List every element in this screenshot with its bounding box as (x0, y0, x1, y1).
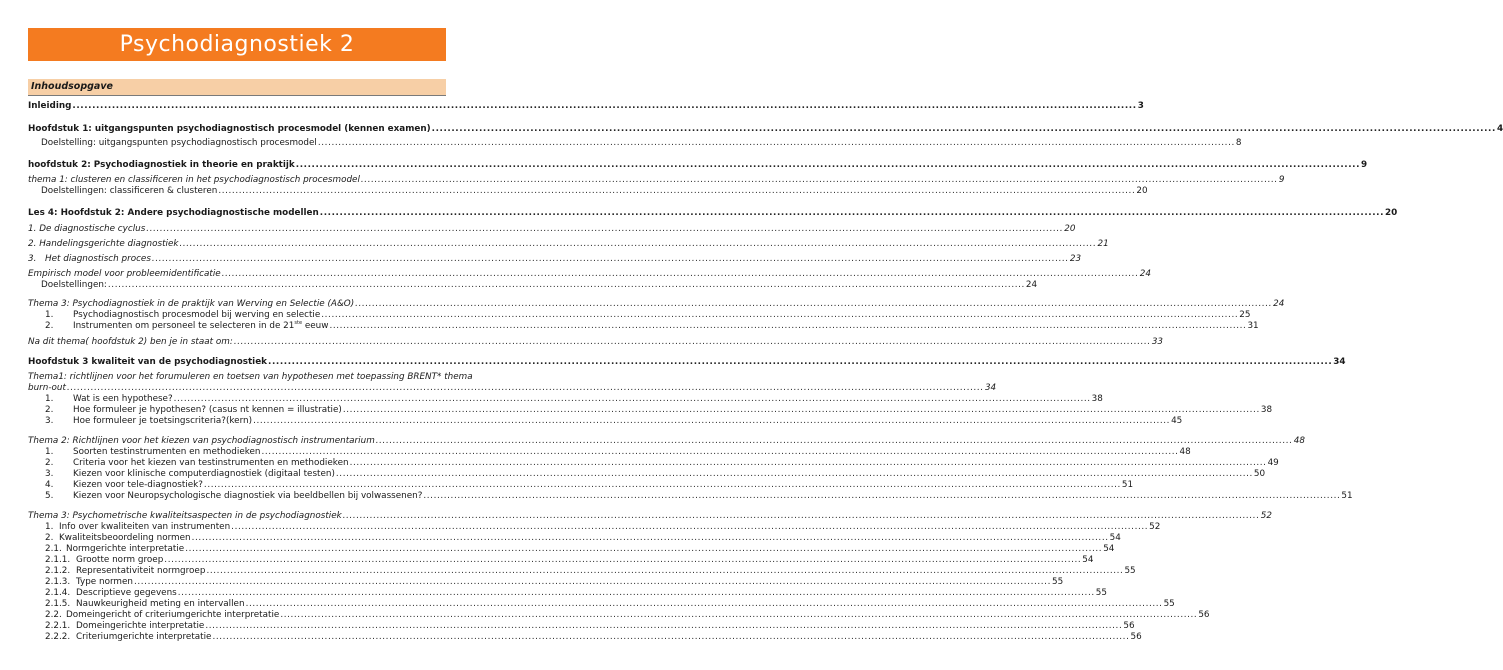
toc-entry-number: 2. (45, 533, 54, 543)
toc-entry-number: 2.1.1. (45, 555, 71, 565)
toc-entry-text: Wat is een hypothese? (73, 394, 173, 404)
toc-entry-neuropsychologische[interactable] (45, 491, 1353, 502)
toc-page-number: 55 (1095, 588, 1107, 598)
toc-page-number: 56 (1198, 610, 1210, 620)
toc-entry-text: thema 1: clusteren en classificeren in het psychodiagnostisch procesmodel (28, 175, 360, 185)
toc-entry-inleiding[interactable] (28, 101, 1144, 112)
toc-entry-number: 2.2.2. (45, 632, 71, 642)
toc-entry-number: 2.1. (45, 544, 62, 554)
toc-entry-soorten-testinstrumenten[interactable] (45, 447, 1191, 458)
toc-page-number: 54 (1082, 555, 1094, 565)
toc-entry-text: 1. De diagnostische cyclus (28, 224, 146, 234)
toc-entry-text: Hoofdstuk 3 kwaliteit van de psychodiagnostiek (28, 357, 268, 367)
toc-entry-number: 2. (45, 405, 54, 415)
toc-entry-text: Doelstellingen: classificeren & clusteren (41, 186, 218, 196)
toc-entry-text: Instrumenten om personeel te selecteren in de 21ste eeuw (73, 320, 329, 331)
toc-page-number: 52 (1260, 511, 1272, 521)
toc-entry-doelstellingen[interactable] (41, 280, 1038, 291)
toc-entry-text: Het diagnostisch proces (45, 254, 151, 264)
toc-entry-text: Doelstellingen: (41, 280, 107, 290)
toc-entry-number: 2.1.3. (45, 577, 71, 587)
toc-entry-text: Grootte norm groep (76, 555, 164, 565)
toc-page-number: 4 (1496, 124, 1503, 134)
toc-entry-grootte-norm[interactable] (45, 555, 1094, 566)
toc-entry-tele-diagnostiek[interactable] (45, 480, 1134, 491)
toc-entry-text: Kiezen voor klinische computerdiagnostiek (digitaal testen) (73, 469, 335, 479)
toc-entry-text: Na dit thema( hoofdstuk 2) ben je in staat om: (28, 337, 233, 347)
toc-entry-text: Thema 3: Psychometrische kwaliteitsaspecten in de psychodiagnostiek (28, 511, 342, 521)
toc-entry-diagnostisch-proces[interactable] (28, 254, 1082, 265)
toc-entry-thema-2-instrumentarium[interactable] (28, 436, 1305, 447)
toc-entry-descriptieve[interactable] (45, 588, 1107, 599)
toc-entry-thema-1[interactable] (28, 175, 1285, 186)
toc-page-number: 50 (1253, 469, 1266, 479)
toc-entry-number: 2.2. (45, 610, 62, 620)
toc-page-number: 48 (1179, 447, 1191, 457)
toc-entry-text: Hoe formuleer je toetsingscriteria?(kern) (73, 416, 253, 426)
toc-entry-number: 2. (45, 458, 54, 468)
toc-entry-text: Descriptieve gegevens (76, 588, 177, 598)
toc-page-number: 55 (1051, 577, 1064, 587)
toc-entry-text: Kiezen voor tele-diagnostiek? (73, 480, 203, 490)
toc-entry-instrumenten-selecteren[interactable] (45, 320, 1259, 332)
toc-page-number: 9 (1278, 175, 1285, 185)
toc-entry-text: hoofdstuk 2: Psychodiagnostiek in theorie en praktijk (28, 160, 295, 170)
toc-page-number: 45 (1171, 416, 1183, 426)
toc-entry-doelstelling-h1[interactable] (41, 138, 1242, 149)
toc-page-number: 38 (1260, 405, 1273, 415)
toc-entry-text: Type normen (76, 577, 133, 587)
toc-entry-kwaliteitsbeoordeling[interactable] (45, 533, 1121, 544)
toc-entry-text: Hoofdstuk 1: uitgangspunten psychodiagnostisch procesmodel (kennen examen) (28, 124, 431, 134)
toc-page-number: 21 (1097, 239, 1109, 249)
toc-page-number: 48 (1293, 436, 1305, 446)
toc-entry-text: Criteriumgerichte interpretatie (76, 632, 212, 642)
toc-entry-representativiteit[interactable] (45, 566, 1136, 577)
toc-entry-computerdiagnostiek[interactable] (45, 469, 1266, 480)
toc-page-number: 38 (1091, 394, 1103, 404)
toc-entry-number: 1. (45, 522, 54, 532)
toc-entry-number: 1. (45, 447, 54, 457)
toc-entry-number: 2.1.2. (45, 566, 71, 576)
toc-page-number: 56 (1123, 621, 1135, 631)
toc-entry-text: Thema1: richtlijnen voor het forumuleren en toetsen van hypothesen met toepassing BRENT* thema (28, 372, 473, 382)
toc-entry-text: Thema 2: Richtlijnen voor het kiezen van psychodiagnostisch instrumentarium (28, 436, 375, 446)
toc-entry-hoofdstuk-2[interactable] (28, 160, 1368, 171)
toc-entry-text: Info over kwaliteiten van instrumenten (59, 522, 231, 532)
toc-entry-number: 3. (45, 469, 54, 479)
toc-entry-nauwkeurigheid[interactable] (45, 599, 1175, 610)
toc-page-number: 24 (1139, 269, 1151, 279)
toc-entry-text: Les 4: Hoofdstuk 2: Andere psychodiagnostische modellen (28, 208, 319, 218)
toc-heading (28, 79, 446, 96)
toc-entry-number: 2.1.4. (45, 588, 71, 598)
toc-entry-number: 4. (45, 480, 54, 490)
toc-entry-domeingerichte-interpretatie[interactable] (45, 621, 1135, 632)
toc-entry-les-4[interactable] (28, 208, 1398, 219)
toc-entry-thema-3-psychometrische[interactable] (28, 511, 1272, 522)
toc-page-number: 34 (1333, 357, 1346, 367)
toc-page-number: 20 (1136, 186, 1148, 196)
toc-entry-info-kwaliteiten[interactable] (45, 522, 1161, 533)
toc-entry-text: Soorten testinstrumenten en methodieken (73, 447, 261, 457)
toc-entry-number: 3. (45, 416, 54, 426)
toc-entry-text: Inleiding (28, 101, 72, 111)
toc-entry-number: 3. (28, 254, 37, 264)
toc-page-number: 31 (1247, 321, 1259, 331)
toc-page-number: 55 (1124, 566, 1136, 576)
toc-entry-text: Domeingerichte interpretatie (76, 621, 205, 631)
toc-page-number: 56 (1130, 632, 1142, 642)
toc-page-number: 8 (1235, 138, 1242, 148)
toc-entry-domeingericht[interactable] (45, 610, 1210, 621)
toc-page-number: 49 (1267, 458, 1279, 468)
toc-page-number: 54 (1109, 533, 1121, 543)
toc-entry-empirisch-model[interactable] (28, 269, 1151, 280)
toc-entry-criteria-kiezen[interactable] (45, 458, 1279, 469)
toc-entry-number: 2.2.1. (45, 621, 71, 631)
toc-entry-text: Psychodiagnostisch procesmodel bij werving en selectie (73, 310, 321, 320)
toc-page-number: 23 (1069, 254, 1082, 264)
toc-heading-label: Inhoudsopgave (31, 81, 113, 92)
toc-entry-number: 2. (45, 321, 54, 331)
toc-page-number: 54 (1103, 544, 1115, 554)
toc-page-number: 51 (1341, 491, 1353, 501)
toc-entry-text: Doelstelling: uitgangspunten psychodiagnostisch procesmodel (41, 138, 317, 148)
toc-page-number: 9 (1361, 160, 1368, 170)
toc-entry-thema1-line1[interactable] (28, 372, 473, 383)
toc-entry-text: Nauwkeurigheid meting en intervallen (76, 599, 245, 609)
toc-page-number: 55 (1163, 599, 1175, 609)
toc-page-number: 20 (1064, 224, 1076, 234)
toc-entry-normgerichte[interactable] (45, 544, 1115, 555)
toc-entry-text: Representativiteit normgroep (76, 566, 206, 576)
toc-entry-handelingsgerichte[interactable] (28, 239, 1109, 250)
toc-entry-doelstellingen-classificeren[interactable] (41, 186, 1148, 197)
toc-entry-number: 5. (45, 491, 54, 501)
toc-entry-text: Empirisch model voor probleemidentificatie (28, 269, 221, 279)
toc-entry-criteriumgerichte[interactable] (45, 632, 1142, 643)
toc-entry-thema-3-werving[interactable] (28, 299, 1285, 310)
toc-page-number: 52 (1149, 522, 1161, 532)
toc-entry-text: Hoe formuleer je hypothesen? (casus nt kennen = illustratie) (73, 405, 342, 415)
toc-entry-procesmodel-werving[interactable] (45, 310, 1251, 321)
toc-entry-hoofdstuk-1[interactable] (28, 124, 1503, 135)
toc-entry-hoofdstuk-3[interactable] (28, 357, 1346, 368)
toc-entry-hypothese[interactable] (45, 394, 1103, 405)
toc-page-number: 3 (1137, 101, 1144, 111)
toc-page-number: 51 (1121, 480, 1134, 490)
toc-page-number: 20 (1385, 208, 1398, 218)
toc-entry-text: Kwaliteitsbeoordeling normen (59, 533, 191, 543)
toc-entry-number: 2.1.5. (45, 599, 71, 609)
document-title: Psychodiagnostiek 2 (28, 28, 446, 61)
toc-entry-diagnostische-cyclus[interactable] (28, 224, 1076, 235)
toc-entry-thema1-burnout[interactable] (28, 383, 997, 394)
toc-entry-hypothesen-formuleren[interactable] (45, 405, 1273, 416)
toc-entry-text: Normgerichte interpretatie (66, 544, 185, 554)
toc-page-number: 24 (1025, 280, 1038, 290)
toc-page-number: 25 (1239, 310, 1251, 320)
toc-entry-text: Domeingericht of criteriumgerichte interpretatie (66, 610, 280, 620)
toc-entry-text: burn-out (28, 383, 66, 393)
toc-entry-text: Thema 3: Psychodiagnostiek in de praktijk van Werving en Selectie (A&O) (28, 299, 355, 309)
toc-page-number: 24 (1273, 299, 1285, 309)
toc-entry-toetsingscriteria[interactable] (45, 416, 1183, 427)
toc-entry-type-normen[interactable] (45, 577, 1064, 588)
toc-entry-number: 1. (45, 310, 54, 320)
toc-page-number: 33 (1151, 337, 1164, 347)
toc-page-number: 34 (984, 383, 997, 393)
toc-entry-text: Criteria voor het kiezen van testinstrumenten en methodieken (73, 458, 349, 468)
toc-entry-number: 1. (45, 394, 54, 404)
toc-entry-text: Kiezen voor Neuropsychologische diagnostiek via beeldbellen bij volwassenen? (73, 491, 423, 501)
toc-entry-na-dit-thema[interactable] (28, 337, 1164, 348)
toc-entry-text: 2. Handelingsgerichte diagnostiek (28, 239, 179, 249)
